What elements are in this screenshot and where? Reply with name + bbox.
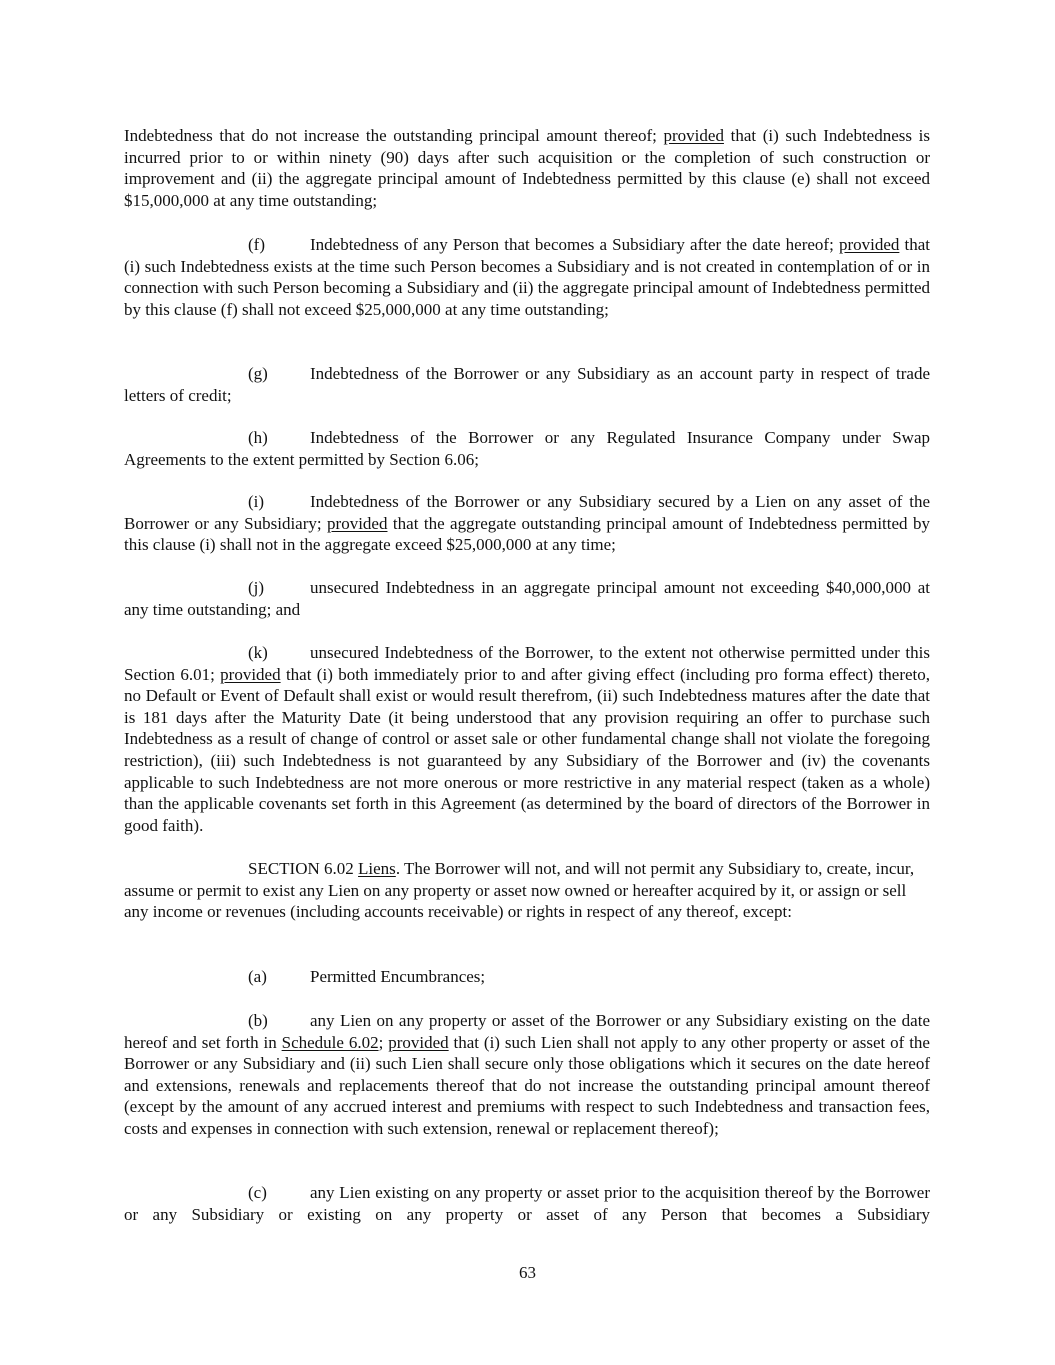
clause-j bbox=[124, 577, 930, 620]
paragraph-e-continued bbox=[124, 125, 930, 211]
clause-label: (f) bbox=[248, 235, 265, 254]
text-span: Indebtedness that do not increase the outstanding principal amount thereof; bbox=[124, 126, 664, 145]
clause-k bbox=[124, 642, 930, 836]
clause-c bbox=[124, 1182, 930, 1225]
text-span: Indebtedness of the Borrower or any Subsidiary as an account party in respect of trade letters of credit; bbox=[124, 364, 930, 405]
clause-label: (a) bbox=[248, 967, 267, 986]
text-span: any Lien on any property or asset of the Borrower or any Subsidiary existing on the date hereof and set forth in bbox=[124, 1011, 930, 1052]
clause-label: (b) bbox=[248, 1011, 268, 1030]
text-span: ; bbox=[378, 1032, 389, 1052]
provided-underlined: provided bbox=[838, 235, 900, 254]
clause-label: (j) bbox=[248, 578, 265, 597]
text-span: Indebtedness of the Borrower or any Subsidiary secured by a Lien on any asset of the Borrower or any Subsidiary; bbox=[124, 492, 930, 533]
text-span: that the aggregate outstanding principal amount of Indebtedness permitted by this clause (i) shall not in the aggregate exceed $25,000,000 at any time; bbox=[124, 513, 930, 555]
text-span: that (i) such Indebtedness is incurred prior to or within ninety (90) days after such acquisition or the completion of such construction or improvement and (ii) the aggregate principal amount of Indebtedness permitted by this clause (e) shall not exceed $15,000,000 at any time outstanding; bbox=[124, 126, 930, 210]
clause-i bbox=[124, 491, 930, 556]
clause-f bbox=[124, 234, 930, 320]
text-span: that (i) such Indebtedness exists at the time such Person becomes a Subsidiary and is not created in contemplation of or in connection with such Person becoming a Subsidiary and (ii) the aggregate principal amount of Indebtedness permitted by this clause (f) shall not exceed $25,000,000 at any time outstanding; bbox=[124, 235, 931, 319]
text-span: unsecured Indebtedness in an aggregate principal amount not exceeding $40,000,000 at any time outstanding; and bbox=[124, 578, 930, 619]
section-number: SECTION 6.02 bbox=[248, 859, 359, 878]
text-span: any Lien existing on any property or asset prior to the acquisition thereof by the Borrower or any Subsidiary or existing on any property or asset of any Person that becomes a Subsidiary bbox=[124, 1183, 930, 1224]
page-number: 63 bbox=[519, 1263, 536, 1282]
text-span: Indebtedness of the Borrower or any Regulated Insurance Company under Swap Agreements to the extent permitted by Section 6.06; bbox=[124, 428, 930, 469]
section-title-liens: Liens bbox=[358, 859, 396, 878]
provided-underlined: provided bbox=[388, 1032, 449, 1052]
text-span: that (i) both immediately prior to and after giving effect (including pro forma effect) thereto, no Default or Event of Default shall exist or would result therefrom, (ii) such Indebtedness matures after the date that is 181 days after the Maturity Date (it being understood that any provision requiring an offer to purchase such Indebtedness as a result of change of control or asset sale or other fundamental change shall not violate the foregoing restriction), (iii) such Indebtedness is not guaranteed by any Subsidiary of the Borrower and (iv) the covenants applicable to such Indebtedness are not more onerous or more restrictive in any material respect (taken as a whole) than the applicable covenants set forth in this Agreement (as determined by the board of directors of the Borrower in good faith). bbox=[124, 664, 930, 835]
clause-a bbox=[124, 966, 930, 988]
clause-h bbox=[124, 427, 930, 470]
clause-label: (k) bbox=[248, 643, 268, 662]
text-span: Permitted Encumbrances; bbox=[310, 967, 486, 986]
text-span: . The Borrower will not, and will not permit any Subsidiary to, create, incur, assume or permit to exist any Lien on any property or asset now owned or hereafter acquired by it, or assign or sell any income or revenues (including accounts receivable) or rights in respect of any thereof, except: bbox=[124, 859, 915, 922]
provided-underlined: provided bbox=[663, 126, 724, 145]
clause-label: (i) bbox=[248, 492, 265, 511]
clause-g bbox=[124, 363, 930, 406]
schedule-6-02-underlined: Schedule 6.02 bbox=[281, 1032, 379, 1052]
text-span: that (i) such Lien shall not apply to any other property or asset of the Borrower or any Subsidiary and (ii) such Lien shall secure only those obligations which it secures on the date hereof and extensions, renewals and replacements thereof that do not increase the outstanding principal amount thereof (except by the amount of any accrued interest and premiums with respect to such Indebtedness and transaction fees, costs and expenses in connection with such extension, renewal or replacement thereof); bbox=[124, 1032, 930, 1138]
clause-b bbox=[124, 1010, 930, 1140]
section-6-02-heading-paragraph bbox=[124, 858, 930, 923]
provided-underlined: provided bbox=[327, 513, 388, 533]
clause-label: (h) bbox=[248, 428, 268, 447]
text-span: Indebtedness of any Person that becomes a Subsidiary after the date hereof; bbox=[310, 235, 839, 254]
text-span: unsecured Indebtedness of the Borrower, to the extent not otherwise permitted under this Section 6.01; bbox=[124, 643, 930, 684]
clause-label: (c) bbox=[248, 1183, 267, 1202]
provided-underlined: provided bbox=[220, 664, 281, 684]
clause-label: (g) bbox=[248, 364, 268, 383]
